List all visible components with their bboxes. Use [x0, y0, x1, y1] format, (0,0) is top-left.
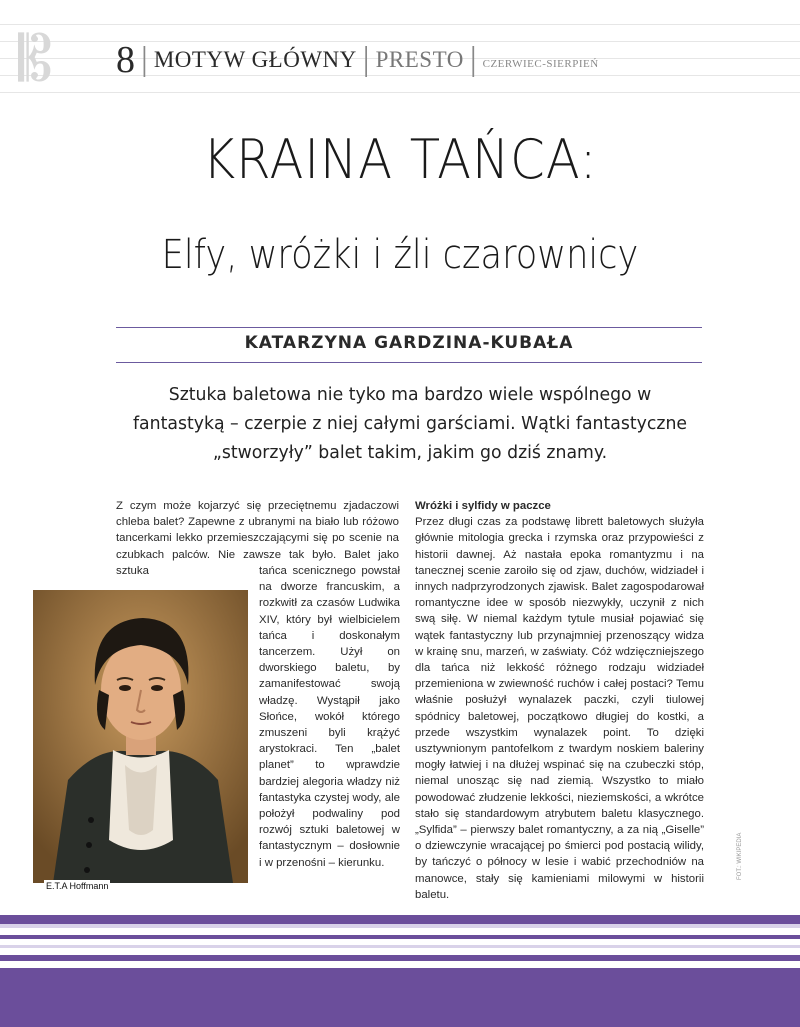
footer-band: [0, 968, 800, 1027]
column-1-wrap: [259, 563, 400, 871]
issue-date: CZERWIEC-SIERPIEŃ: [482, 58, 599, 70]
image-caption: E.T.A Hoffmann: [46, 881, 109, 891]
paragraph: Przez długi czas za podstawę librett baletowych służyła głównie mitologia grecka i rzymska oraz przypowieści z historii dawnej. Aż nastała epoka romantyzmu i na tanecznej scenie zaroiło się od zjaw, duchów, widziadeł i innych nadprzyrodzonych zjawisk. Balet zagospodarował romantyczne idee w sposób niezwykły, uczynił z nich swą siłę. W niemal każdym tytule musiał pojawiać się wątek fantastyczny lub przynajmniej przenoszący widza w krainę snu, marzeń, w zaświaty. Cóż wdzięczniejszego dla tańca niż lekkość różnego rodzaju widziadeł przemieniona w zwiewność ruchów i całej postaci? Temu właśnie posłużył wynalazek paczki, czyli tiulowej spódnicy baletowej, początkowo długiej do kostki, a przede wszystkim wynalazek point. To dzięki usztywnionym pantofelkom z twardym noskiem baleriny mogły łatwiej i na dłużej wspinać się na czubeczki stóp, niemal unosząc się nad ziemią. Wszystko to miało powodować złudzenie lekkości, nieziemskości, a wkrótce stało się standardowym atrybutem baletu klasycznego. „Sylfida” – pierwszy balet romantyczny, a za nią „Giselle” o dziewczynie wracającej po śmierci pod postacią wilidy, by tańczyć o północy w lesie i wabić przechodniów na manowce, stały się kamieniami milowymi w historii baletu.: [415, 516, 704, 901]
separator: |: [141, 41, 148, 78]
section-heading: Wróżki i sylfidy w paczce: [415, 500, 551, 512]
footer-stripe: [0, 924, 800, 928]
paragraph: tańca scenicznego powstał na dworze francuskim, a rozkwitł za czasów Ludwika XIV, który był wielbicielem tańca i doskonałym tancerzem. Użył on dworskiego baletu, by zamanifestować swoją władzę. Wystąpił jako Słońce, wokół którego zmuszeni byli krążyć arystokraci. Ten „balet planet” to wprawdzie bardziej alegoria władzy niż fantastyka czystej wody, ale położył podwaliny pod rozwój sztuki baletowej w fantastycznym – dosłownie i w przenośni – kierunku.: [259, 565, 400, 869]
separator: |: [469, 41, 477, 78]
footer-stripe: [0, 935, 800, 939]
magazine-name: PRESTO: [375, 47, 464, 72]
separator: |: [362, 41, 370, 78]
article-title: KRAINA TAŃCA:: [202, 128, 598, 191]
music-clef-icon: 𝄡: [18, 22, 53, 95]
section-name: MOTYW GŁÓWNY: [153, 47, 357, 72]
footer-stripe: [0, 915, 800, 924]
staff-line: [0, 92, 800, 93]
hoffmann-portrait: [33, 590, 248, 883]
divider-top: [116, 327, 702, 328]
article-author: KATARZYNA GARDZINA-KUBAŁA: [244, 333, 574, 353]
divider-bottom: [116, 362, 702, 363]
page-header: [116, 38, 599, 82]
page-number: 8: [116, 39, 135, 81]
paragraph: Z czym może kojarzyć się przeciętnemu zjadaczowi chleba balet? Zapewne z ubranymi na biało lub różowo tancerkami lekko przemieszczającymi się po scenie na czubkach palców. Nie zawsze tak było. Balet jako sztuka: [116, 500, 399, 577]
article-lead: Sztuka baletowa nie tyko ma bardzo wiele wspólnego w fantastyką – czerpie z niej całymi garściami. Wątki fantastyczne „stworzyły” balet takim, jakim go dziś znamy.: [132, 384, 688, 463]
footer-stripe: [0, 945, 800, 948]
portrait-image: [33, 590, 248, 883]
column-2: [415, 498, 704, 903]
photo-credit: FOT.: WIKIPEDIA: [737, 832, 743, 880]
staff-line: [0, 24, 800, 25]
article-subtitle: Elfy, wróżki i źli czarownicy: [161, 232, 639, 278]
footer-stripe: [0, 955, 800, 961]
